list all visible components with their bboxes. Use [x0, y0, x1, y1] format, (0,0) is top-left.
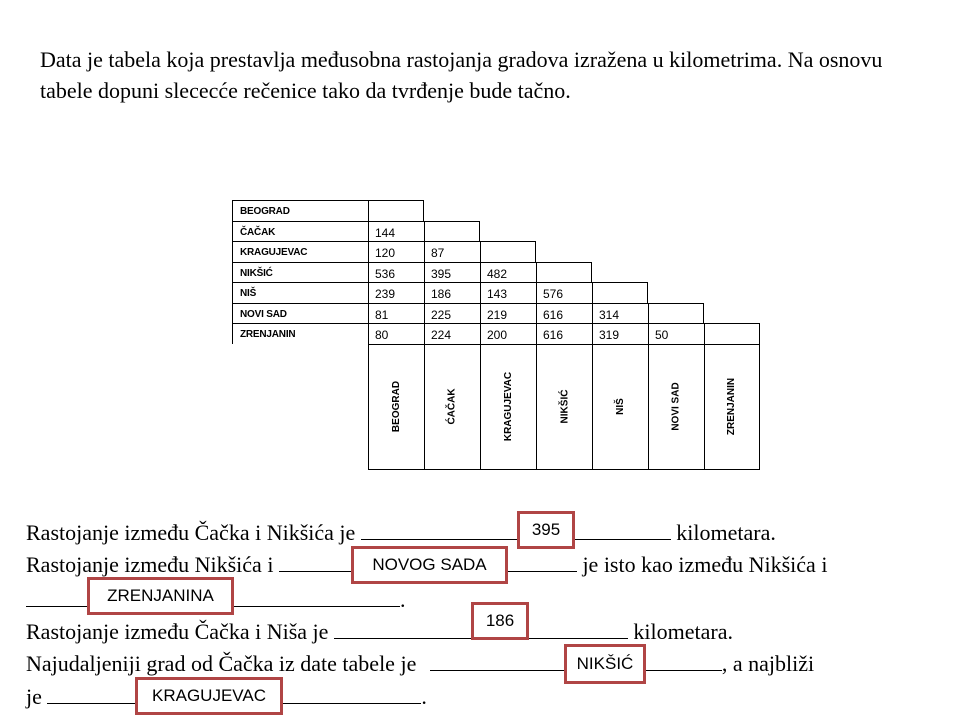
row-label: ČAČAK	[232, 221, 368, 242]
distance-cell: 120	[368, 241, 424, 262]
distance-cell: 239	[368, 282, 424, 303]
distance-cell: 482	[480, 262, 536, 283]
answer-box-5[interactable]: NIKŠIĆ	[564, 644, 646, 684]
answer-box-6[interactable]: KRAGUJEVAC	[135, 677, 283, 715]
answer-box-3[interactable]: ZRENJANINA	[87, 577, 234, 615]
column-label	[592, 344, 648, 471]
row-label: NIŠ	[232, 282, 368, 303]
row-label: KRAGUJEVAC	[232, 241, 368, 262]
sentence-1-end: kilometara.	[676, 520, 776, 545]
column-label-text: NIŠ	[614, 398, 626, 416]
column-label	[424, 344, 480, 471]
row-label: ZRENJANIN	[232, 323, 368, 344]
sentence-2-start: Rastojanje između Nikšića i	[26, 552, 274, 577]
column-label-text: ĆAČAK	[446, 388, 458, 425]
diagonal-cell	[592, 282, 648, 303]
answer-box-2[interactable]: NOVOG SADA	[351, 546, 508, 584]
distance-cell: 224	[424, 323, 480, 344]
answer-box-4[interactable]: 186	[471, 602, 529, 640]
diagonal-cell	[648, 303, 704, 324]
column-label	[480, 344, 536, 471]
sentence-4-start: Rastojanje između Čačka i Niša je	[26, 619, 329, 644]
sentence-1	[26, 520, 776, 546]
sentence-6-end: .	[421, 684, 427, 709]
distance-table	[232, 200, 762, 470]
column-label-text: ZRENJANIN	[726, 378, 738, 436]
sentence-5-end: , a najbliži	[721, 651, 815, 676]
distance-cell: 576	[536, 282, 592, 303]
distance-cell: 200	[480, 323, 536, 344]
diagonal-cell	[704, 323, 760, 344]
distance-cell: 616	[536, 323, 592, 344]
diagonal-cell	[536, 262, 592, 283]
sentence-5	[26, 651, 814, 677]
distance-cell: 50	[648, 323, 704, 344]
column-label	[704, 344, 760, 471]
distance-cell: 80	[368, 323, 424, 344]
column-label-text: NIKŠIĆ	[559, 389, 570, 424]
sentence-1-start: Rastojanje između Čačka i Nikšića je	[26, 520, 356, 545]
column-label-text: BEOGRAD	[391, 381, 402, 433]
sentence-2-end: je isto kao između Nikšića i	[582, 552, 828, 577]
distance-cell: 536	[368, 262, 424, 283]
distance-cell: 319	[592, 323, 648, 344]
distance-cell: 219	[480, 303, 536, 324]
answer-box-1[interactable]: 395	[517, 511, 575, 549]
distance-cell: 143	[480, 282, 536, 303]
sentence-4-end: kilometara.	[633, 619, 733, 644]
distance-cell: 87	[424, 241, 480, 262]
diagonal-cell	[480, 241, 536, 262]
distance-cell: 144	[368, 221, 424, 242]
distance-cell: 314	[592, 303, 648, 324]
distance-cell: 225	[424, 303, 480, 324]
distance-cell: 395	[424, 262, 480, 283]
sentence-3-end: .	[400, 587, 406, 612]
column-label-text: KRAGUJEVAC	[503, 372, 514, 442]
column-label-text: NOVI SAD	[671, 382, 682, 431]
diagonal-cell	[424, 221, 480, 242]
row-label: BEOGRAD	[232, 200, 368, 221]
blank-1	[361, 521, 671, 540]
sentence-4	[26, 619, 733, 645]
diagonal-cell	[368, 200, 424, 221]
distance-cell: 186	[424, 282, 480, 303]
column-label	[536, 344, 592, 471]
sentence-6-start: je	[26, 684, 42, 709]
column-label	[648, 344, 704, 471]
row-label: NIKŠIĆ	[232, 262, 368, 283]
intro-text: Data je tabela koja prestavlja međusobna rastojanja gradova izražena u kilometrima. Na osnovu tabele dopuni slececće rečenice tako da tvrđenje bude tačno.	[40, 47, 883, 103]
row-label: NOVI SAD	[232, 303, 368, 324]
sentence-5-start: Najudaljeniji grad od Čačka iz date tabele je	[26, 651, 417, 676]
distance-cell: 616	[536, 303, 592, 324]
distance-cell: 81	[368, 303, 424, 324]
column-label	[368, 344, 424, 471]
